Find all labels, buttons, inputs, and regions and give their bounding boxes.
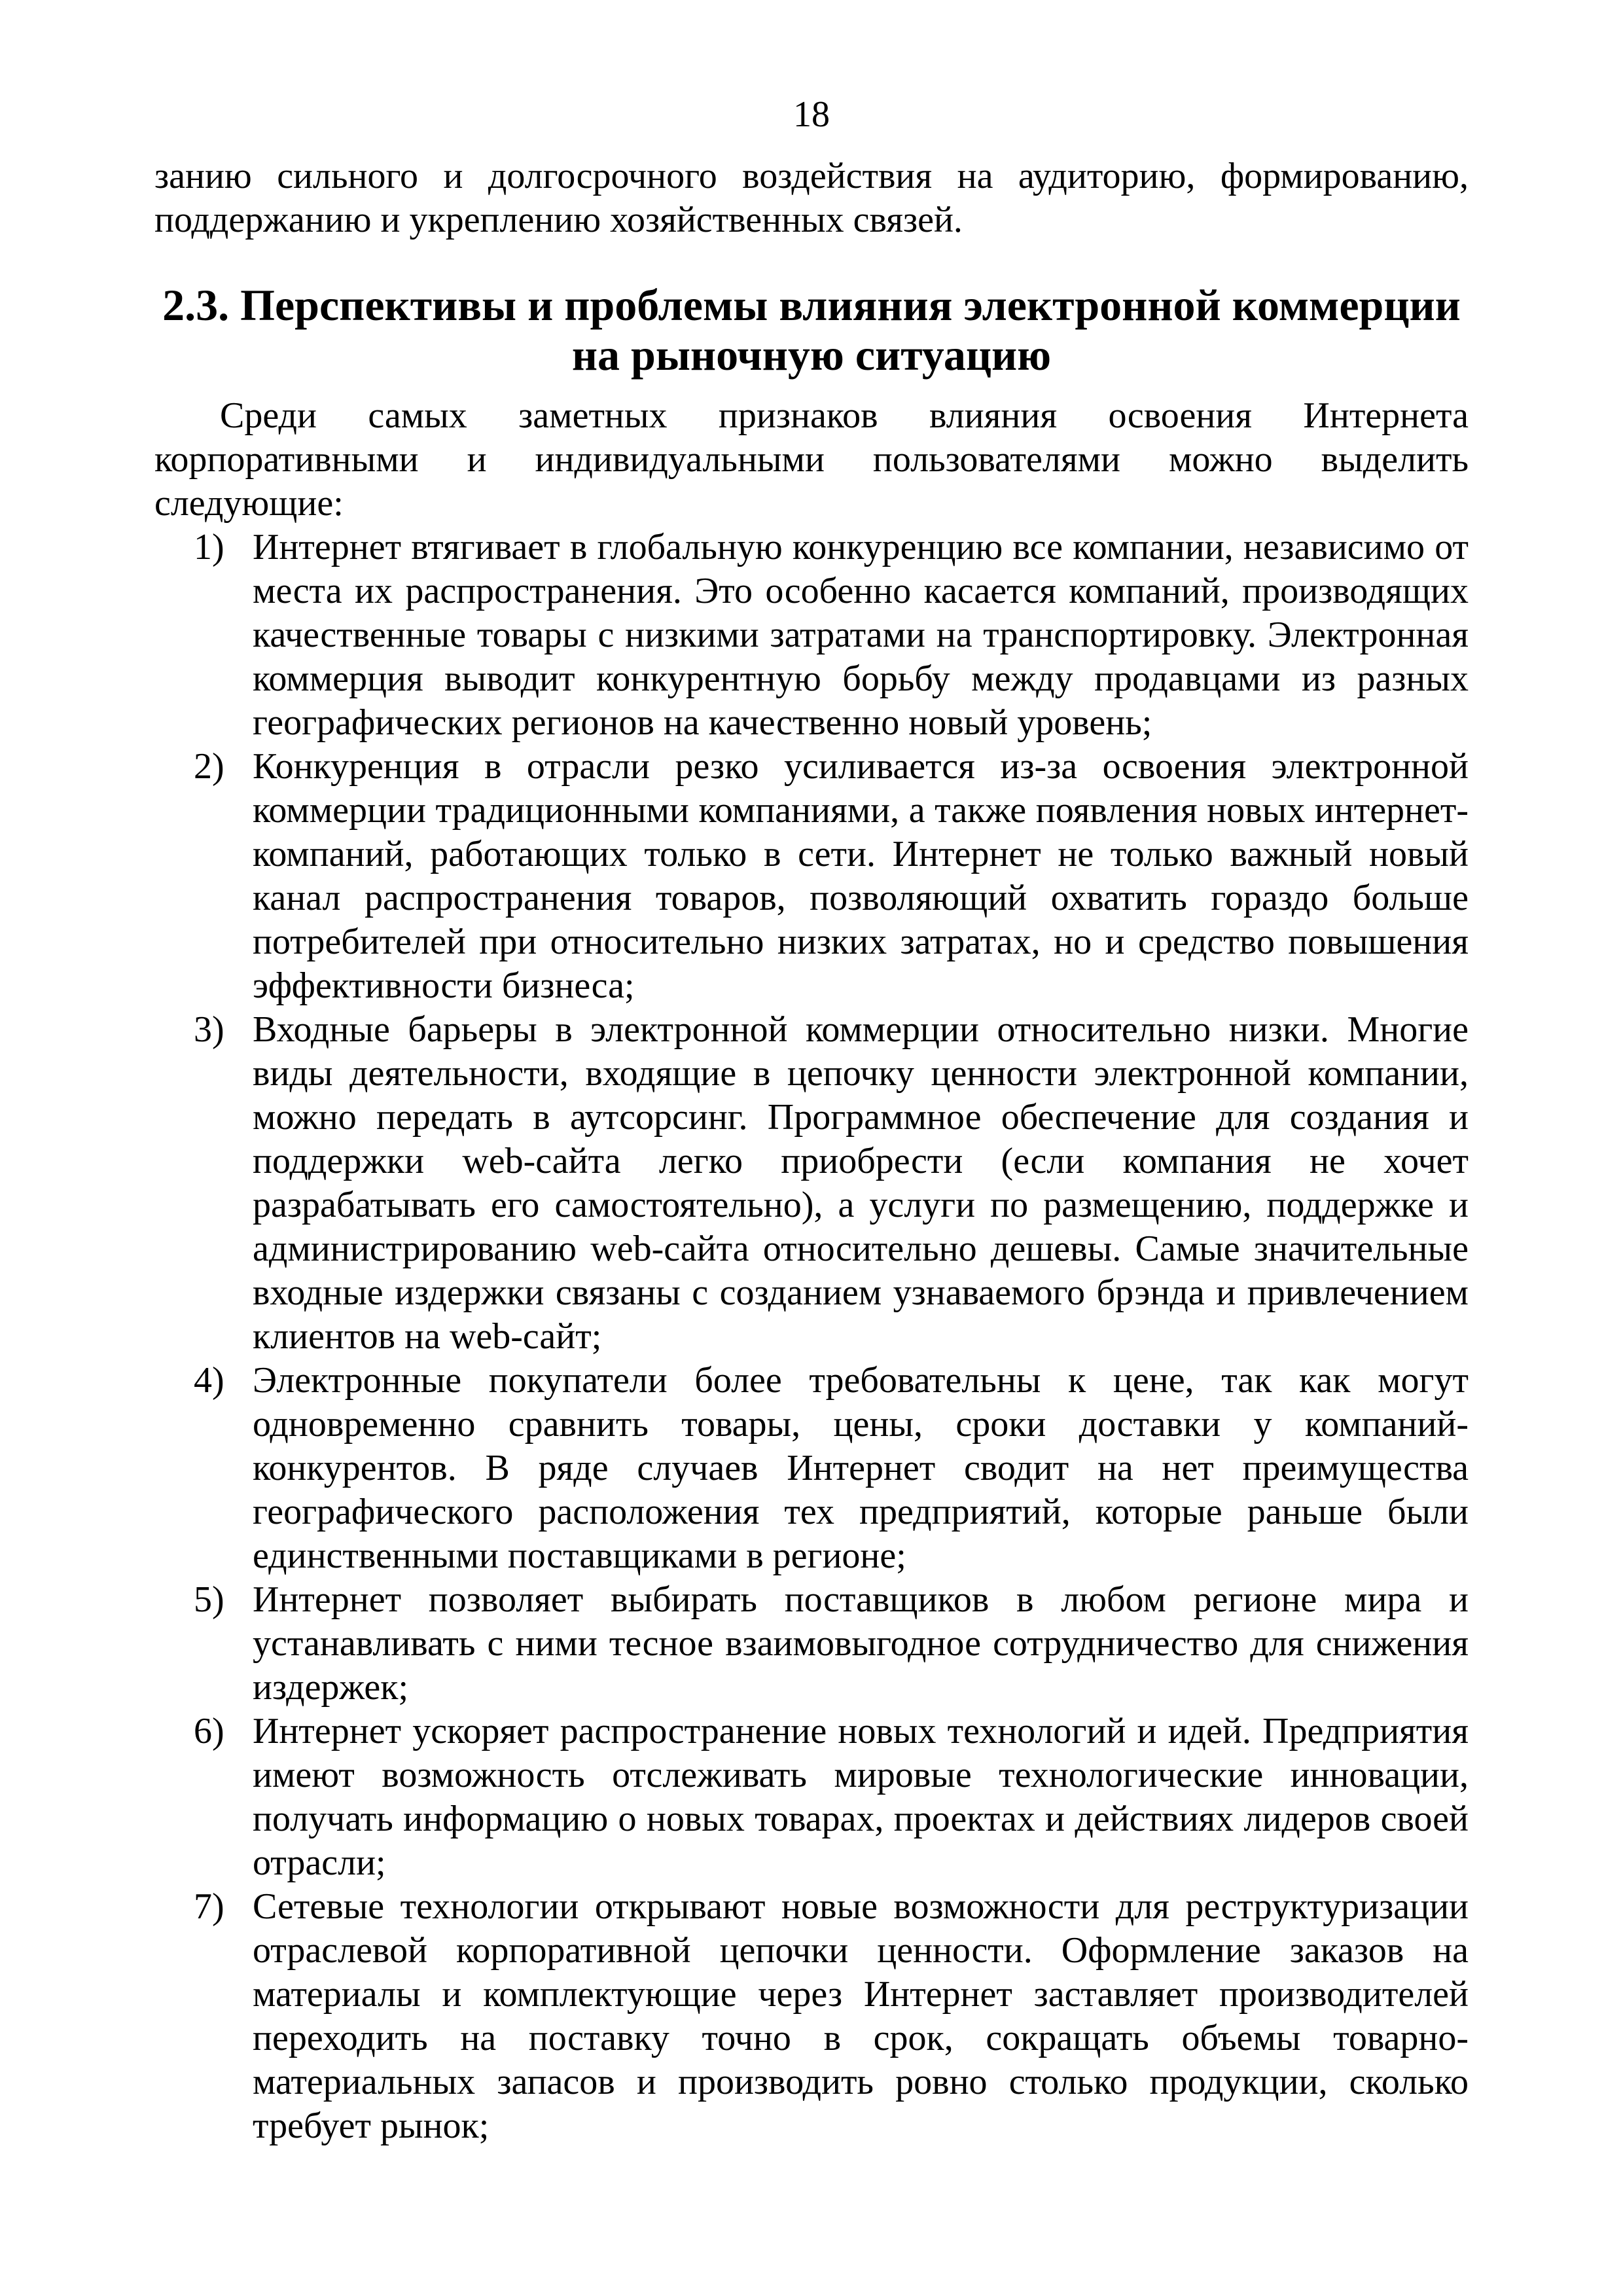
- list-item-number: 1): [194, 527, 224, 567]
- section-lead-paragraph: Среди самых заметных признаков влияния освоения Интернета корпоративными и индивидуальными пользователями можно выделить следующие:: [154, 395, 1469, 524]
- page-number: 18: [793, 94, 830, 135]
- list-item: [154, 1578, 1469, 1710]
- section-heading-line-1: 2.3. Перспективы и проблемы влияния электронной коммерции: [162, 280, 1461, 330]
- list-item: [154, 1885, 1469, 2148]
- list-item-text: Входные барьеры в электронной коммерции относительно низки. Многие виды деятельности, входящие в цепочку ценности электронной компании, можно передать в аутсорсинг. Программное обеспечение для создания и поддержки web-сайта легко приобрести (если компания не хочет разрабатывать его самостоятельно), а услуги по размещению, поддержке и администрированию web-сайта относительно дешевы. Самые значительные входные издержки связаны с созданием узнаваемого брэнда и привлечением клиентов на web-сайт;: [253, 1009, 1469, 1357]
- list-item-number: 2): [194, 746, 224, 787]
- list-item: [154, 526, 1469, 745]
- list-item-text: Интернет ускоряет распространение новых технологий и идей. Предприятия имеют возможность отслеживать мировые технологические инновации, получать информацию о новых товарах, проектах и действиях лидеров своей отрасли;: [253, 1711, 1469, 1883]
- list-item-text: Интернет позволяет выбирать поставщиков в любом регионе мира и устанавливать с ними тесное взаимовыгодное сотрудничество для снижения издержек;: [253, 1579, 1469, 1708]
- list-item-number: 6): [194, 1711, 224, 1751]
- list-item-number: 7): [194, 1886, 224, 1927]
- list-item-number: 5): [194, 1579, 224, 1620]
- list-item: [154, 1008, 1469, 1359]
- section-heading: [154, 280, 1469, 380]
- factors-list: [154, 526, 1469, 2148]
- list-item-text: Интернет втягивает в глобальную конкуренцию все компании, независимо от места их распространения. Это особенно касается компаний, производящих качественные товары с низкими затратами на транспортировку. Электронная коммерция выводит конкурентную борьбу между продавцами из разных географических регионов на качественно новый уровень;: [253, 527, 1469, 743]
- list-item: [154, 1359, 1469, 1578]
- list-item-text: Конкуренция в отрасли резко усиливается из-за освоения электронной коммерции традиционными компаниями, а также появления новых интернет-компаний, работающих только в сети. Интернет не только важный новый канал распространения товаров, позволяющий охватить гораздо больше потребителей при относительно низких затратах, но и средство повышения эффективности бизнеса;: [253, 746, 1469, 1006]
- document-page: [154, 92, 1469, 2148]
- intro-continuation-paragraph: занию сильного и долгосрочного воздействия на аудиторию, формированию, поддержанию и укреплению хозяйственных связей.: [154, 156, 1469, 240]
- list-item-text: Электронные покупатели более требовательны к цене, так как могут одновременно сравнить товары, цены, сроки доставки у компаний-конкурентов. В ряде случаев Интернет сводит на нет преимущества географического расположения тех предприятий, которые раньше были единственными поставщиками в регионе;: [253, 1360, 1469, 1576]
- section-heading-line-2: на рыночную ситуацию: [571, 330, 1052, 380]
- list-item: [154, 1710, 1469, 1885]
- list-item-text: Сетевые технологии открывают новые возможности для реструктуризации отраслевой корпоративной цепочки ценности. Оформление заказов на материалы и комплектующие через Интернет заставляет производителей переходить на поставку точно в срок, сокращать объемы товарно-материальных запасов и производить ровно столько продукции, сколько требует рынок;: [253, 1886, 1469, 2146]
- list-item-number: 4): [194, 1360, 224, 1401]
- list-item-number: 3): [194, 1009, 224, 1050]
- list-item: [154, 745, 1469, 1008]
